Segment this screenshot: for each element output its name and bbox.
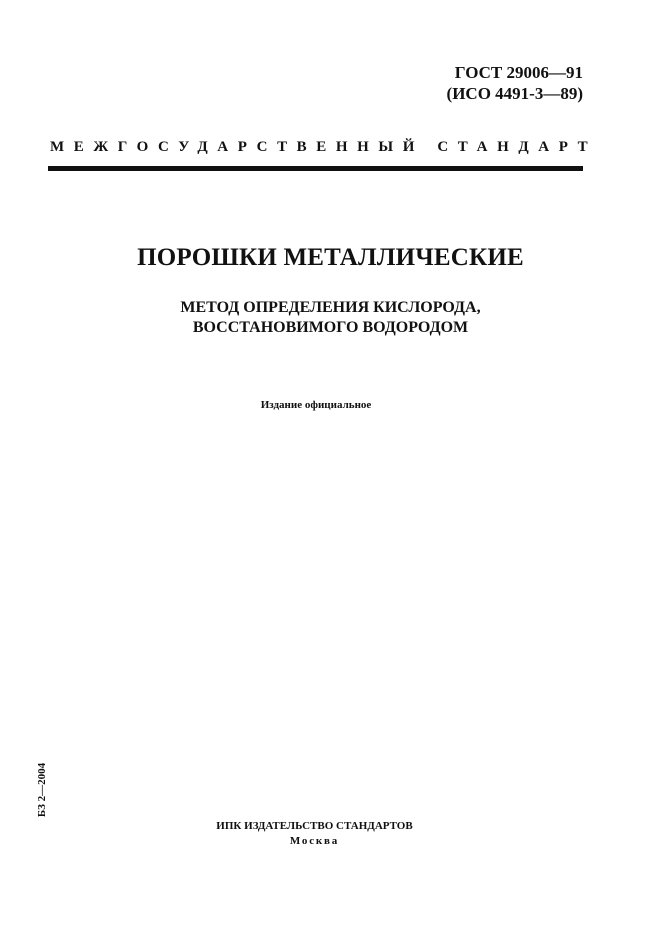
- header-divider: [48, 166, 583, 171]
- standard-type-banner: МЕЖГОСУДАРСТВЕННЫЙ СТАНДАРТ: [50, 139, 598, 155]
- side-catalog-code: БЗ 2—2004: [36, 762, 48, 818]
- document-title: ПОРОШКИ МЕТАЛЛИЧЕСКИЕ: [137, 244, 524, 271]
- publisher-block: [0, 819, 629, 849]
- publisher-name: ИПК ИЗДАТЕЛЬСТВО СТАНДАРТОВ: [216, 820, 413, 832]
- standard-number: ГОСТ 29006—91: [454, 63, 583, 82]
- iso-number: (ИСО 4491-3—89): [446, 84, 583, 103]
- standard-code-block: [447, 62, 583, 104]
- edition-note: Издание официальное: [260, 399, 372, 411]
- subtitle-line-2: ВОССТАНОВИМОГО ВОДОРОДОМ: [192, 319, 469, 336]
- document-subtitle: [0, 298, 661, 338]
- subtitle-line-1: МЕТОД ОПРЕДЕЛЕНИЯ КИСЛОРОДА,: [180, 299, 481, 316]
- publisher-city: Москва: [289, 835, 340, 847]
